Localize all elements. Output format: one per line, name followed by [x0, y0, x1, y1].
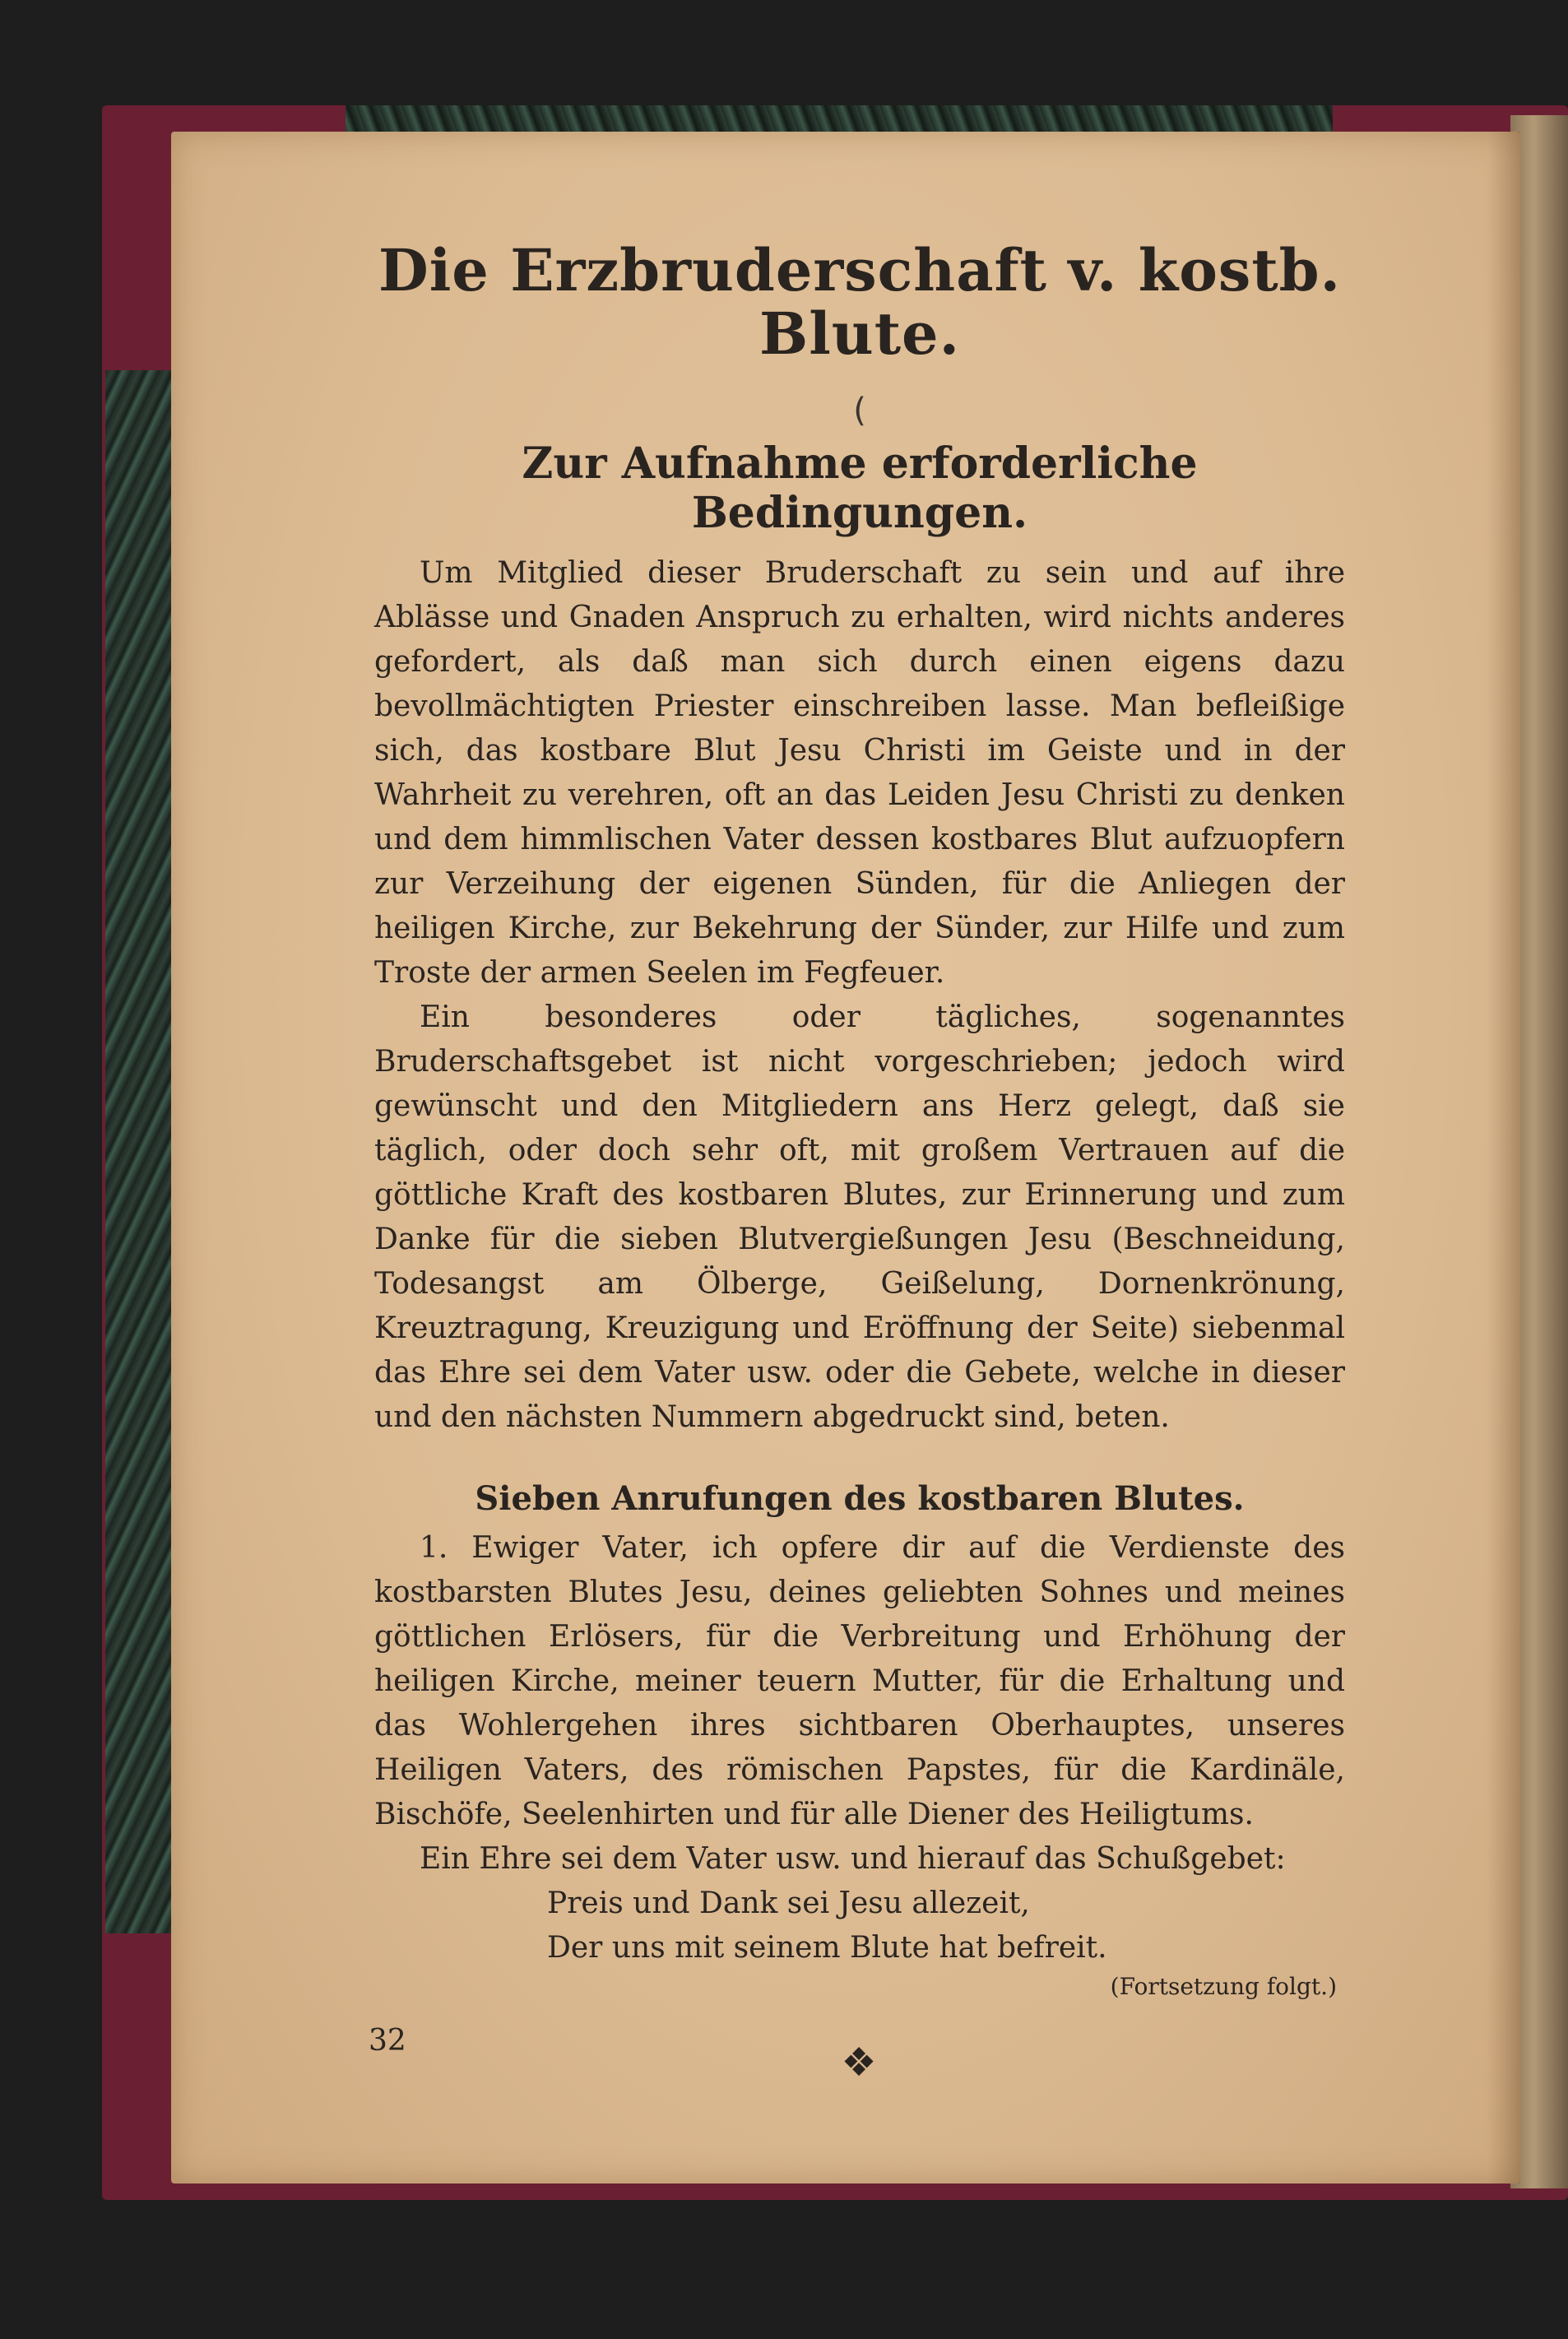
section-subtitle: Zur Aufnahme erforderliche Bedingungen.	[522, 439, 1198, 538]
prayer-line-2: Der uns mit seinem Blute hat befreit.	[547, 1930, 1107, 1965]
prayer-line-1: Preis und Dank sei Jesu allezeit,	[547, 1886, 1030, 1920]
continued-note: (Fortsetzung folgt.)	[1110, 1972, 1337, 2000]
ornament-icon: ❖	[841, 2039, 879, 2086]
closing-line: Ein Ehre sei dem Vater usw. und hierauf das Schußgebet:	[420, 1841, 1286, 1876]
invocations-heading: Sieben Anrufungen des kostbaren Blutes.	[475, 1478, 1245, 1518]
pencil-mark: (	[853, 392, 866, 429]
paragraph-prayer: Ein besonderes oder tägliches, sogenanntes Bruderschaftsgebet ist nicht vorgeschrieben; jedoch wird gewünscht und den Mitgliedern ans Herz gelegt, daß sie täglich, oder doch sehr oft, mit großem Vertrauen auf die göttliche Kraft des kostbaren Blutes, zur Erinnerung und zum Danke für die sieben Blutvergießungen Jesu (Beschneidung, Todesangst am Ölberge, Geißelung, Dornenkrönung, Kreuztragung, Kreuzigung und Eröffnung der Seite) siebenmal das Ehre sei dem Vater usw. oder die Gebete, welche in dieser und den nächsten Nummern abgedruckt sind, beten.	[374, 1000, 1345, 1434]
paragraph-membership: Um Mitglied dieser Bruderschaft zu sein und auf ihre Ablässe und Gnaden Anspruch zu erhalten, wird nichts anderes gefordert, als daß man sich durch einen eigens dazu bevollmächtigten Priester einschreiben lasse. Man befleißige sich, das kostbare Blut Jesu Christi im Geiste und in der Wahrheit zu verehren, oft an das Leiden Jesu Christi zu denken und dem himmlischen Vater dessen kostbares Blut aufzuopfern zur Verzeihung der eigenen Sünden, für die Anliegen der heiligen Kirche, zur Bekehrung der Sünder, zur Hilfe und zum Troste der armen Seelen im Fegfeuer.	[374, 555, 1345, 990]
invocation-1: 1. Ewiger Vater, ich opfere dir auf die Verdienste des kostbarsten Blutes Jesu, deines geliebten Sohnes und meines göttlichen Erlösers, für die Verbreitung und Erhöhung der heiligen Kirche, meiner teuern Mutter, für die Erhaltung und das Wohlergehen ihres sichtbaren Oberhauptes, unseres Heiligen Vaters, des römischen Papstes, für die Kardinäle, Bischöfe, Seelenhirten und für alle Diener des Heiligtums.	[374, 1530, 1345, 1831]
page-title: Die Erzbruderschaft v. kostb. Blute.	[378, 236, 1341, 368]
marbled-cover-left	[105, 370, 173, 1933]
page-number: 32	[369, 2024, 406, 2058]
page-shadow	[1487, 132, 1520, 2184]
page-content	[374, 236, 1345, 2086]
